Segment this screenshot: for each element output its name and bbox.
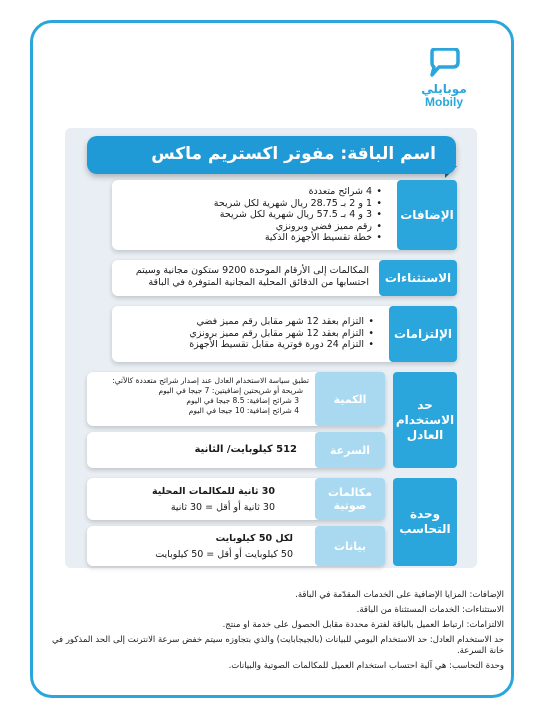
commitments-label: الإلتزامات — [389, 306, 457, 362]
list-item: • التزام 24 دورة فوترية مقابل تقسيط الأجهزة — [129, 339, 374, 351]
definition-item: وحدة التحاسب: هي آلية احتساب استخدام العميل للمكالمات الصوتية والبيانات. — [228, 661, 504, 671]
voice-label: مكالمات صوتية — [315, 478, 385, 520]
data-line-1: لكل 50 كيلوبايت — [215, 533, 293, 544]
quantity-line: شريحة أو شريحتين إضافيتين: 7 جيجا في اليوم — [158, 386, 303, 395]
definitions-footer — [38, 590, 504, 676]
quantity-label: الكمية — [315, 372, 385, 426]
data-card — [87, 526, 385, 566]
quantity-line: 3 شرائح إضافية: 8.5 جيجا في اليوم — [186, 396, 299, 405]
list-item: • رقم مميز فضي وبرونزي — [127, 221, 382, 233]
quantity-line: 4 شرائح إضافية: 10 جيجا في اليوم — [188, 406, 299, 415]
exceptions-label: الاستثناءات — [379, 260, 457, 296]
list-item: • 3 و 4 بـ 57.5 ريال شهرية لكل شريحة — [127, 209, 382, 221]
data-label: بيانات — [315, 526, 385, 566]
exceptions-card — [112, 260, 457, 296]
list-item: • خطة تقسيط الأجهزة الذكية — [127, 232, 382, 244]
definition-item: الاستثناءات: الخدمات المستثناة من الباقة. — [356, 605, 504, 615]
definition-item: حد الاستخدام العادل: حد الاستخدام اليومي للبيانات (بالجيجابايت) والذي بتجاوزه سيتم خفض سرعة الانترنت إلى الحد المذكور في خانة السرعة. — [51, 635, 504, 656]
billing-unit-label: وحدة التحاسب — [393, 478, 457, 566]
quantity-text — [91, 376, 309, 416]
plan-title: اسم الباقة: مفوتر اكستريم ماكس — [151, 144, 436, 164]
plan-title-bar — [87, 136, 456, 174]
speed-label: السرعة — [315, 432, 385, 468]
additions-card — [112, 180, 457, 250]
additions-label: الإضافات — [397, 180, 457, 250]
quantity-line: تطبق سياسة الاستخدام العادل عند إصدار شرائح متعددة كالآتي: — [112, 376, 309, 385]
brand-english: Mobily — [425, 95, 463, 109]
quantity-card — [87, 372, 385, 426]
commitments-list — [129, 316, 374, 351]
additions-list — [127, 186, 382, 244]
voice-line-2: 30 ثانية أو أقل = 30 ثانية — [170, 502, 275, 513]
definition-item: الالتزامات: ارتباط العميل بالباقة لفترة محددة مقابل الحصول على خدمة او منتج. — [222, 620, 504, 630]
exceptions-text: المكالمات إلى الأرقام الموحدة 9200 ستكون مجانية وسيتم احتسابها من الدقائق المحلية المجانية المتوفرة في الباقة — [135, 265, 369, 288]
speed-value: 512 كيلوبايت/ الثانية — [194, 444, 297, 455]
voice-card — [87, 478, 385, 520]
data-line-2: 50 كيلوبايت أو أقل = 50 كيلوبايت — [155, 549, 293, 560]
list-item: • التزام بعقد 12 شهر مقابل رقم مميز فضي — [129, 316, 374, 328]
brand-arabic: موبايلي — [421, 82, 467, 96]
mobily-logo-icon — [427, 48, 461, 78]
list-item: • 1 و 2 بـ 28.75 ريال شهرية لكل شريحة — [127, 198, 382, 210]
speed-card — [87, 432, 385, 468]
list-item: • التزام بعقد 12 شهر مقابل رقم مميز برونزي — [129, 328, 374, 340]
list-item: • 4 شرائح متعددة — [127, 186, 382, 198]
voice-line-1: 30 ثانية للمكالمات المحلية — [151, 486, 275, 497]
definition-item: الإضافات: المزايا الإضافية على الخدمات المقدّمة في الباقة. — [295, 590, 504, 600]
commitments-card — [112, 306, 457, 362]
fair-use-label: حد الاستخدام العادل — [393, 372, 457, 468]
mobily-logo — [414, 48, 474, 118]
